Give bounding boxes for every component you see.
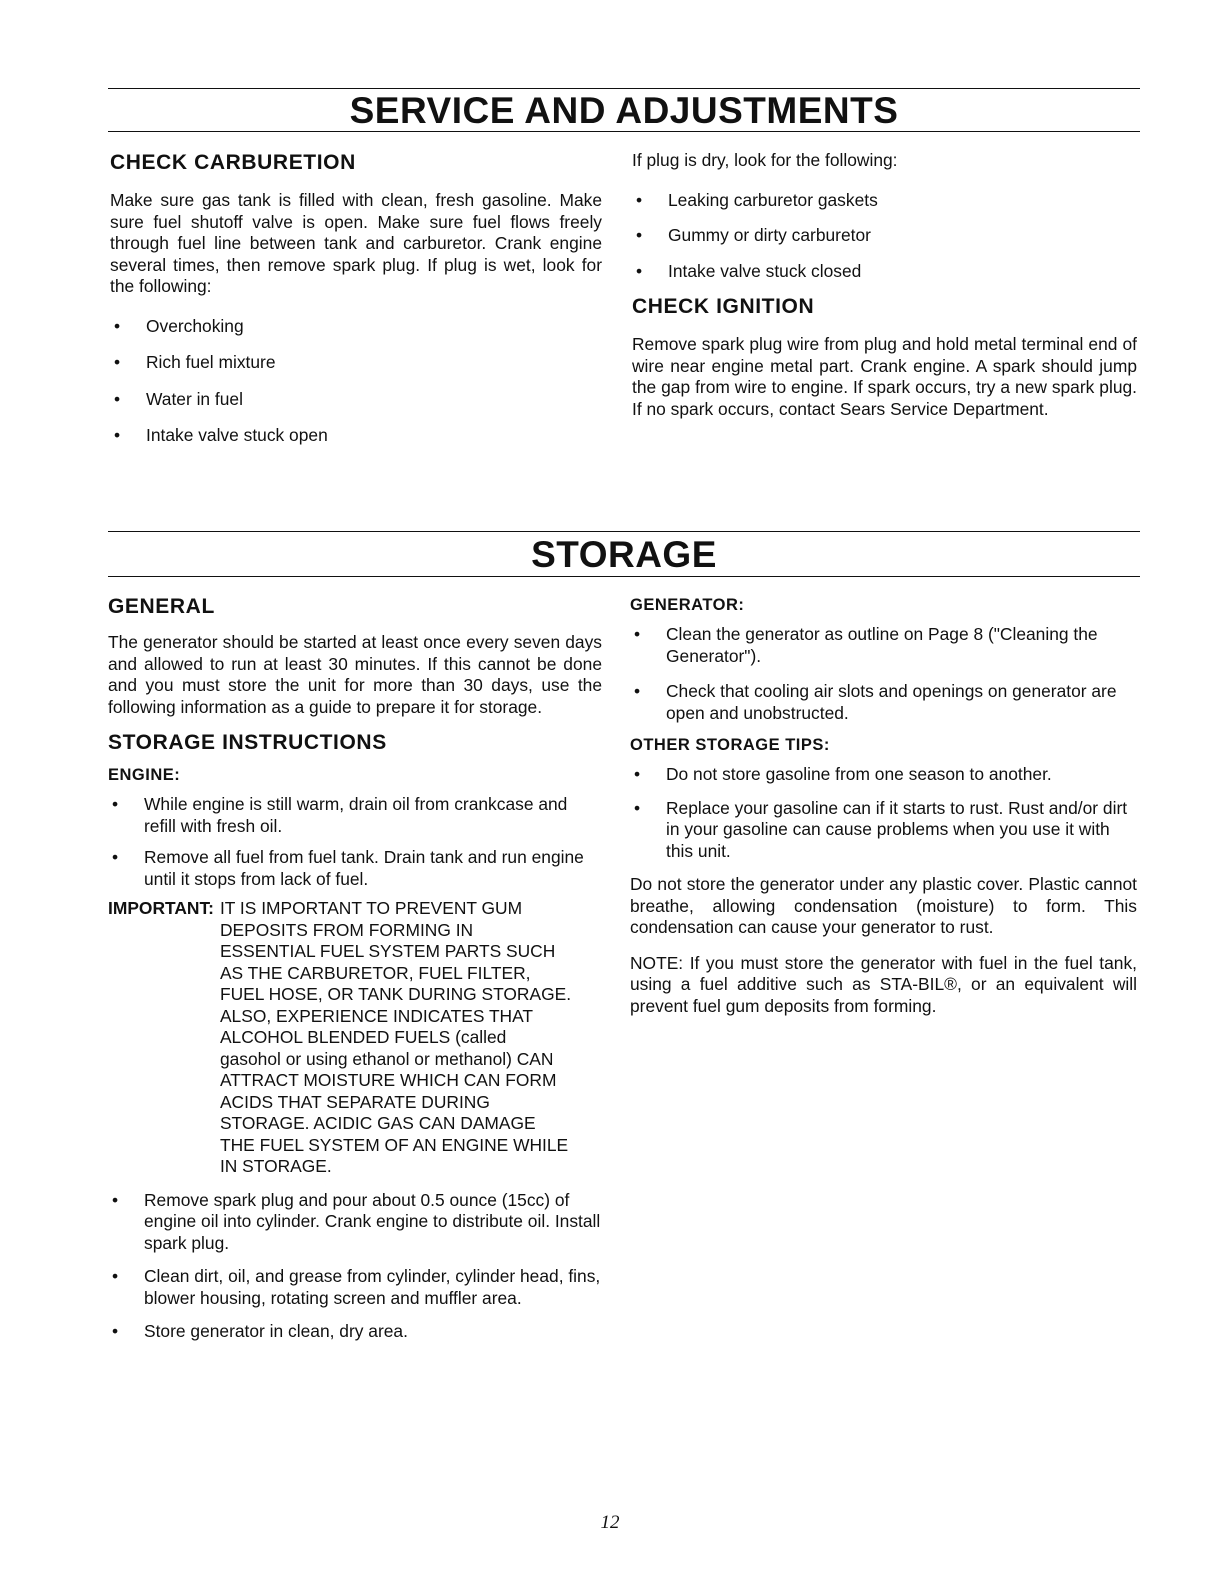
list-item: • Clean the generator as outline on Page 8 ("Cleaning the Generator"). (630, 624, 1137, 667)
dry-plug-list (632, 190, 1137, 283)
storage-top-rule (108, 531, 1140, 532)
service-title: SERVICE AND ADJUSTMENTS (349, 90, 899, 131)
list-item: • Replace your gasoline can if it starts to rust. Rust and/or dirt in your gasoline can cause problems when you use it with this unit. (630, 798, 1137, 863)
dry-plug-intro: If plug is dry, look for the following: (632, 150, 898, 170)
ignition-column (632, 150, 1137, 420)
engine-label: ENGINE: (108, 766, 181, 784)
general-heading: GENERAL (108, 595, 215, 618)
check-ignition-heading: CHECK IGNITION (632, 295, 815, 318)
list-item: • Intake valve stuck closed (632, 261, 1137, 283)
list-item: • Overchoking (110, 316, 602, 338)
list-item: • While engine is still warm, drain oil from crankcase and refill with fresh oil. (108, 794, 602, 837)
important-label: IMPORTANT: (108, 898, 214, 918)
plastic-cover-paragraph: Do not store the generator under any plastic cover. Plastic cannot breathe, allowing condensation (moisture) to form. This condensation can cause your generator to rust. (630, 874, 1137, 937)
other-storage-tips-label: OTHER STORAGE TIPS: (630, 736, 830, 754)
service-title-underline (108, 131, 1140, 132)
top-rule (108, 88, 1140, 89)
engine-list (108, 794, 602, 890)
carburetion-column (110, 150, 602, 447)
list-item: • Store generator in clean, dry area. (108, 1321, 602, 1343)
important-notice (108, 898, 602, 1178)
carburetion-paragraph: Make sure gas tank is filled with clean, fresh gasoline. Make sure fuel shutoff valve is open. Make sure fuel flows freely through fuel line between tank and carburetor. Crank engine several times, then remove spark plug. If plug is wet, look for the following: (110, 190, 602, 296)
list-item: • Gummy or dirty carburetor (632, 225, 1137, 247)
generator-label: GENERATOR: (630, 596, 745, 614)
ignition-paragraph: Remove spark plug wire from plug and hold metal terminal end of wire near engine metal part. Crank engine. A spark should jump the gap from wire to engine. If spark occurs, try a new spark plug. If no spark occurs, contact Sears Service Department. (632, 334, 1137, 419)
engine-list-continued (108, 1190, 602, 1343)
other-tips-list (630, 764, 1137, 862)
list-item: • Remove spark plug and pour about 0.5 ounce (15cc) of engine oil into cylinder. Crank engine to distribute oil. Install spark plug. (108, 1190, 602, 1255)
storage-title: STORAGE (531, 534, 717, 575)
list-item: • Check that cooling air slots and openings on generator are open and unobstructed. (630, 681, 1137, 724)
list-item: • Leaking carburetor gaskets (632, 190, 1137, 212)
storage-left-column (108, 594, 602, 1343)
list-item: • Rich fuel mixture (110, 352, 602, 374)
page-number: 12 (600, 1512, 620, 1533)
important-text: IT IS IMPORTANT TO PREVENT GUM DEPOSITS FROM FORMING IN ESSENTIAL FUEL SYSTEM PARTS SUCH AS THE CARBURETOR, FUEL FILTER, FUEL HOSE, OR TANK DURING STORAGE. ALSO, EXPERIENCE INDICATES THAT ALCOHOL BLENDED FUELS (called gasohol or using ethanol or methanol) CAN ATTRACT MOISTURE WHICH CAN FORM ACIDS THAT SEPARATE DURING STORAGE. ACIDIC GAS CAN DAMAGE THE FUEL SYSTEM OF AN ENGINE WHILE IN STORAGE. (219, 898, 572, 1176)
list-item: • Do not store gasoline from one season to another. (630, 764, 1137, 786)
generator-list (630, 624, 1137, 724)
storage-title-underline (108, 576, 1140, 577)
general-paragraph: The generator should be started at least once every seven days and allowed to run at least 30 minutes. If this cannot be done and you must store the unit for more than 30 days, use the following information as a guide to prepare it for storage. (108, 632, 602, 717)
storage-right-column (630, 594, 1137, 1017)
list-item: • Intake valve stuck open (110, 425, 602, 447)
list-item: • Water in fuel (110, 389, 602, 411)
fuel-additive-note: NOTE: If you must store the generator with fuel in the fuel tank, using a fuel additive such as STA-BIL®, or an equivalent will prevent fuel gum deposits from forming. (630, 952, 1137, 1016)
check-carburetion-heading: CHECK CARBURETION (110, 151, 356, 174)
storage-instructions-heading: STORAGE INSTRUCTIONS (108, 731, 387, 754)
list-item: • Remove all fuel from fuel tank. Drain tank and run engine until it stops from lack of fuel. (108, 847, 602, 890)
list-item: • Clean dirt, oil, and grease from cylinder, cylinder head, fins, blower housing, rotating screen and muffler area. (108, 1266, 602, 1309)
wet-plug-list (110, 316, 602, 447)
